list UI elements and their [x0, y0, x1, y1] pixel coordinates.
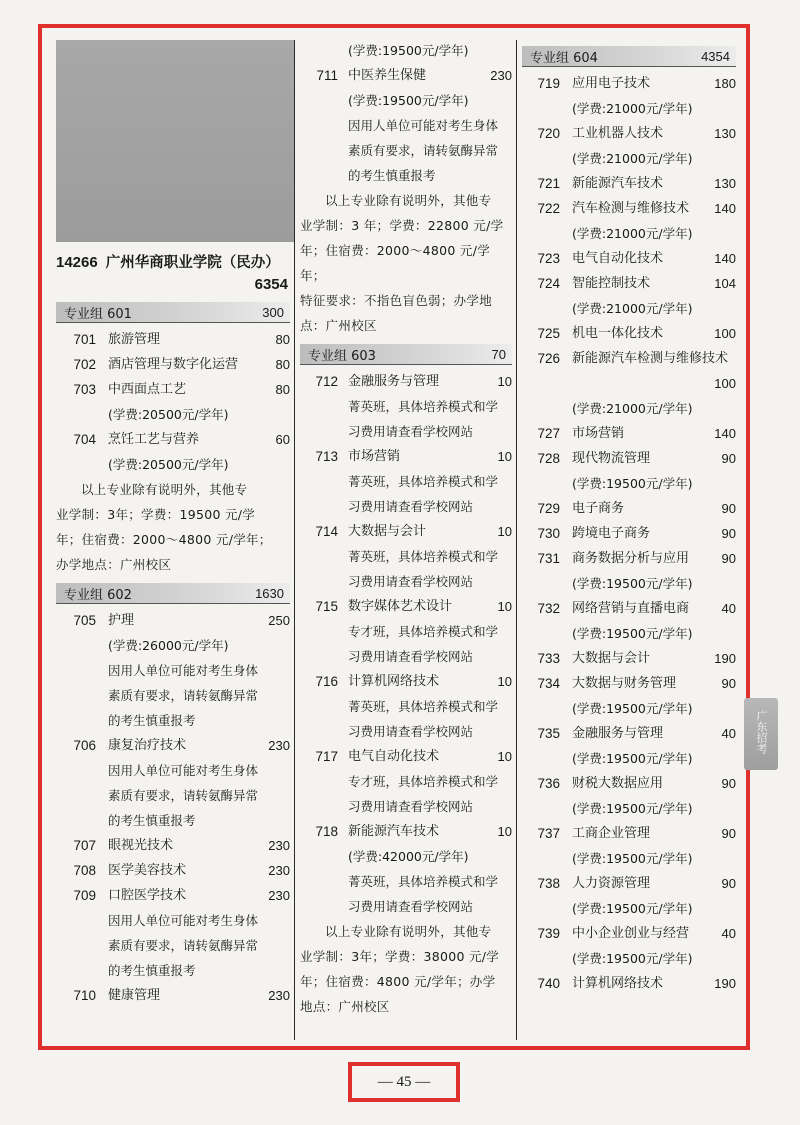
- major-note: 素质有要求，请转氨酶异常: [348, 143, 499, 158]
- major-note: 习费用请查看学校网站: [348, 424, 474, 439]
- major-note: 习费用请查看学校网站: [348, 799, 474, 814]
- major-row: 712 金融服务与管理 10: [315, 374, 512, 389]
- group-remark: 以上专业除有说明外，其他专 业学制：3年；学费：38000 元/学 年；住宿费：4800 元/学年；办学 地点：广州校区: [300, 924, 500, 1014]
- major-note: 因用人单位可能对考生身体: [108, 663, 259, 678]
- major-row: 723 电气自动化技术 140: [537, 251, 736, 266]
- major-note: (学费:21000元/学年): [572, 151, 693, 166]
- major-row: 738 人力资源管理 90: [537, 876, 736, 891]
- group-header-604: 专业组 604 4354: [522, 46, 736, 67]
- group-header-602: 专业组 602 1630: [56, 583, 290, 604]
- group-remark: 以上专业除有说明外，其他专 业学制：3年；学费：19500 元/学 年；住宿费：2000～4800 元/学年； 办学地点：广州校区: [56, 482, 272, 572]
- major-row: 730 跨境电子商务 90: [537, 526, 736, 541]
- institution-total: 6354: [254, 276, 288, 293]
- major-note: 因用人单位可能对考生身体: [108, 913, 259, 928]
- major-note: 专才班，具体培养模式和学: [348, 774, 499, 789]
- institution-name: 广州华商职业学院（民办）: [105, 255, 280, 271]
- major-note: (学费:21000元/学年): [572, 101, 693, 116]
- major-row: 719 应用电子技术 180: [537, 76, 736, 91]
- major-row: 724 智能控制技术 104: [537, 276, 736, 291]
- major-note: (学费:19500元/学年): [572, 626, 693, 641]
- institution-header: [56, 252, 290, 274]
- major-row: 716 计算机网络技术 10: [315, 674, 512, 689]
- group-header-601: 专业组 601 300: [56, 302, 290, 323]
- column-1: [56, 38, 290, 1008]
- major-note: (学费:19500元/学年): [572, 701, 693, 716]
- major-note: 菁英班，具体培养模式和学: [348, 699, 499, 714]
- major-note: 素质有要求，请转氨酶异常: [108, 688, 259, 703]
- major-note: (学费:19500元/学年): [572, 801, 693, 816]
- major-row: 734 大数据与财务管理 90: [537, 676, 736, 691]
- major-row: 720 工业机器人技术 130: [537, 126, 736, 141]
- major-row: 706 康复治疗技术 230: [73, 738, 290, 753]
- major-row: 713 市场营销 10: [315, 449, 512, 464]
- major-row: 735 金融服务与管理 40: [537, 726, 736, 741]
- major-row: 702 酒店管理与数字化运营 80: [73, 357, 290, 372]
- major-row: 722 汽车检测与维修技术 140: [537, 201, 736, 216]
- major-note: (学费:21000元/学年): [572, 226, 693, 241]
- major-row: 729 电子商务 90: [537, 501, 736, 516]
- major-note: (学费:20500元/学年): [108, 407, 229, 422]
- major-note: 菁英班，具体培养模式和学: [348, 399, 499, 414]
- column-3: [522, 38, 736, 996]
- catalog-page: [48, 32, 742, 1044]
- major-row: 727 市场营销 140: [537, 426, 736, 441]
- major-note: 菁英班，具体培养模式和学: [348, 549, 499, 564]
- major-note: (学费:19500元/学年): [572, 576, 693, 591]
- major-note: 的考生慎重报考: [108, 813, 196, 828]
- major-row: 736 财税大数据应用 90: [537, 776, 736, 791]
- major-row: 739 中小企业创业与经营 40: [537, 926, 736, 941]
- major-row: 707 眼视光技术 230: [73, 838, 290, 853]
- major-note: 习费用请查看学校网站: [348, 899, 474, 914]
- major-note: 的考生慎重报考: [108, 963, 196, 978]
- institution-code: 14266: [56, 254, 98, 271]
- major-note: (学费:19500元/学年): [572, 951, 693, 966]
- major-note: (学费:19500元/学年): [348, 43, 469, 58]
- major-row: 701 旅游管理 80: [73, 332, 290, 347]
- major-note: (学费:20500元/学年): [108, 457, 229, 472]
- major-note: (学费:21000元/学年): [572, 301, 693, 316]
- major-row: 709 口腔医学技术 230: [73, 888, 290, 903]
- major-row: 704 烹饪工艺与营养 60: [73, 432, 290, 447]
- major-note: 习费用请查看学校网站: [348, 649, 474, 664]
- major-row: 737 工商企业管理 90: [537, 826, 736, 841]
- major-row: 740 计算机网络技术 190: [537, 976, 736, 991]
- major-note: 素质有要求，请转氨酶异常: [108, 788, 259, 803]
- major-note: (学费:19500元/学年): [348, 93, 469, 108]
- major-row: 732 网络营销与直播电商 40: [537, 601, 736, 616]
- major-note: 的考生慎重报考: [348, 168, 436, 183]
- major-row: 711 中医养生保健 230: [316, 68, 512, 83]
- major-row: 725 机电一体化技术 100: [537, 326, 736, 341]
- major-note: 习费用请查看学校网站: [348, 499, 474, 514]
- major-note: 因用人单位可能对考生身体: [348, 118, 499, 133]
- column-2: [300, 38, 512, 1019]
- major-note: (学费:19500元/学年): [572, 901, 693, 916]
- major-note: (学费:19500元/学年): [572, 751, 693, 766]
- major-row: 703 中西面点工艺 80: [73, 382, 290, 397]
- major-note: (学费:42000元/学年): [348, 849, 469, 864]
- major-row: 733 大数据与会计 190: [537, 651, 736, 666]
- page-number: — 45 —: [348, 1062, 460, 1102]
- major-row: 710 健康管理 230: [73, 988, 290, 1003]
- major-row-plan: 100: [714, 376, 736, 391]
- column-divider: [516, 40, 517, 1040]
- major-note: (学费:26000元/学年): [108, 638, 229, 653]
- major-note: 习费用请查看学校网站: [348, 574, 474, 589]
- major-note: 菁英班，具体培养模式和学: [348, 474, 499, 489]
- major-row: 717 电气自动化技术 10: [315, 749, 512, 764]
- major-note: 习费用请查看学校网站: [348, 724, 474, 739]
- major-row: 726 新能源汽车检测与维修技术: [537, 351, 729, 366]
- major-row: 718 新能源汽车技术 10: [315, 824, 512, 839]
- major-note: (学费:19500元/学年): [572, 476, 693, 491]
- major-row: 708 医学美容技术 230: [73, 863, 290, 878]
- major-note: (学费:19500元/学年): [572, 851, 693, 866]
- major-row: 714 大数据与会计 10: [315, 524, 512, 539]
- column-divider: [294, 40, 295, 1040]
- major-note: (学费:21000元/学年): [572, 401, 693, 416]
- major-row: 705 护理 250: [73, 613, 290, 628]
- major-note: 专才班，具体培养模式和学: [348, 624, 499, 639]
- major-note: 菁英班，具体培养模式和学: [348, 874, 499, 889]
- major-row: 731 商务数据分析与应用 90: [537, 551, 736, 566]
- side-thumb-tab: 广东招考: [744, 698, 778, 770]
- major-row: 715 数字媒体艺术设计 10: [315, 599, 512, 614]
- major-note: 素质有要求，请转氨酶异常: [108, 938, 259, 953]
- major-note: 的考生慎重报考: [108, 713, 196, 728]
- group-remark: 以上专业除有说明外，其他专 业学制：3 年；学费：22800 元/学 年；住宿费：2000～4800 元/学年； 特征要求：不指色盲色弱；办学地 点：广州校区: [300, 193, 504, 333]
- major-row: 728 现代物流管理 90: [537, 451, 736, 466]
- redacted-image-block: [56, 40, 294, 242]
- group-header-603: 专业组 603 70: [300, 344, 512, 365]
- major-note: 因用人单位可能对考生身体: [108, 763, 259, 778]
- major-row: 721 新能源汽车技术 130: [537, 176, 736, 191]
